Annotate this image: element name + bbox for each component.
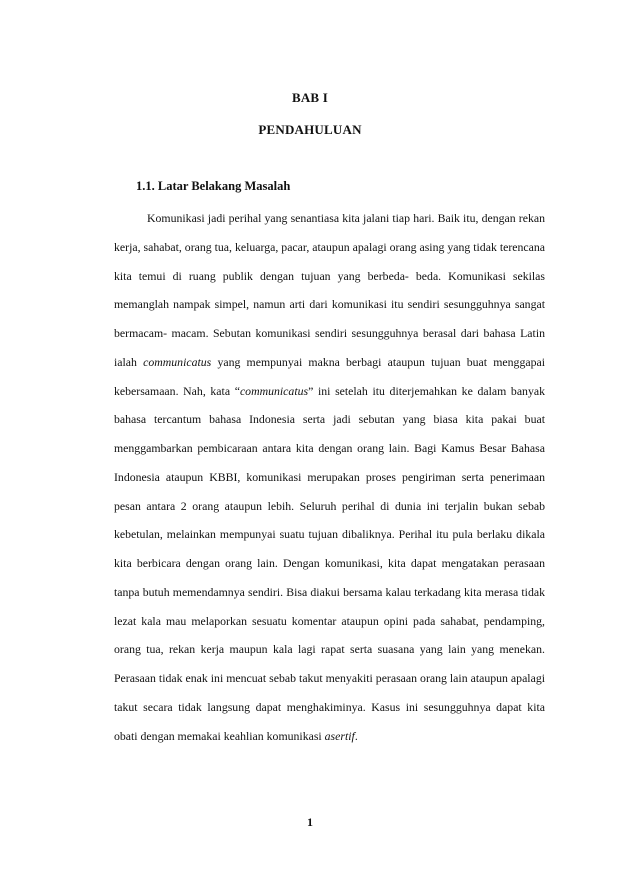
italic-term-communicatus: communicatus: [143, 354, 212, 369]
italic-term-asertif: asertif: [324, 728, 355, 743]
paragraph-text-3: ” ini setelah itu diterjemahkan ke dalam banyak bahasa tercantum bahasa Indonesia serta jadi sebutan yang biasa kita pakai buat menggambarkan pembicaraan antara kita dengan orang lain. Bagi Kamus Besar Bahasa Indonesia ataupun KBBI, komunikasi merupakan proses pengiriman serta penerimaan pesan antara 2 orang ataupun lebih. Seluruh perihal di dunia ini terjalin bukan sebab kebetulan, melainkan mempunyai suatu tujuan dibaliknya. Perihal itu pula berlaku dikala kita berbicara dengan orang lain. Dengan komunikasi, kita dapat mengatakan perasaan tanpa butuh memendamnya sendiri. Bisa diakui bersama kalau terkadang kita merasa tidak lezat kala mau melaporkan sesuatu komentar ataupun opini pada sahabat, pendamping, orang tua, rekan kerja maupun kala lagi rapat serta suasana yang lain yang menekan. Perasaan tidak enak ini mencuat sebab takut menyakiti perasaan orang lain ataupun apalagi takut secara tidak langsung dapat menghakiminya. Kasus ini sesungguhnya dapat kita obati dengan memakai keahlian komunikasi: [114, 383, 545, 743]
paragraph-text-1: Komunikasi jadi perihal yang senantiasa kita jalani tiap hari. Baik itu, dengan rekan kerja, sahabat, orang tua, keluarga, pacar, ataupun apalagi orang asing yang tidak terencana kita temui di ruang publik dengan tujuan yang berbeda- beda. Komunikasi sekilas memanglah nampak simpel, namun arti dari komunikasi itu sendiri sesungguhnya sangat bermacam- macam. Sebutan komunikasi sendiri sesungguhnya berasal dari bahasa Latin ialah: [114, 211, 545, 369]
paragraph-text-2: yang mempunyai makna berbagi ataupun tujuan buat menggapai kebersamaan. Nah, kata “: [114, 354, 546, 398]
body-paragraph: [114, 204, 545, 750]
section-heading: 1.1. Latar Belakang Masalah: [136, 179, 291, 193]
italic-term-communicatus-quoted: communicatus: [239, 383, 309, 398]
chapter-title: PENDAHULUAN: [258, 122, 362, 137]
page-number: 1: [307, 815, 313, 829]
paragraph-text-4: .: [354, 728, 358, 743]
chapter-number: BAB I: [291, 90, 329, 105]
